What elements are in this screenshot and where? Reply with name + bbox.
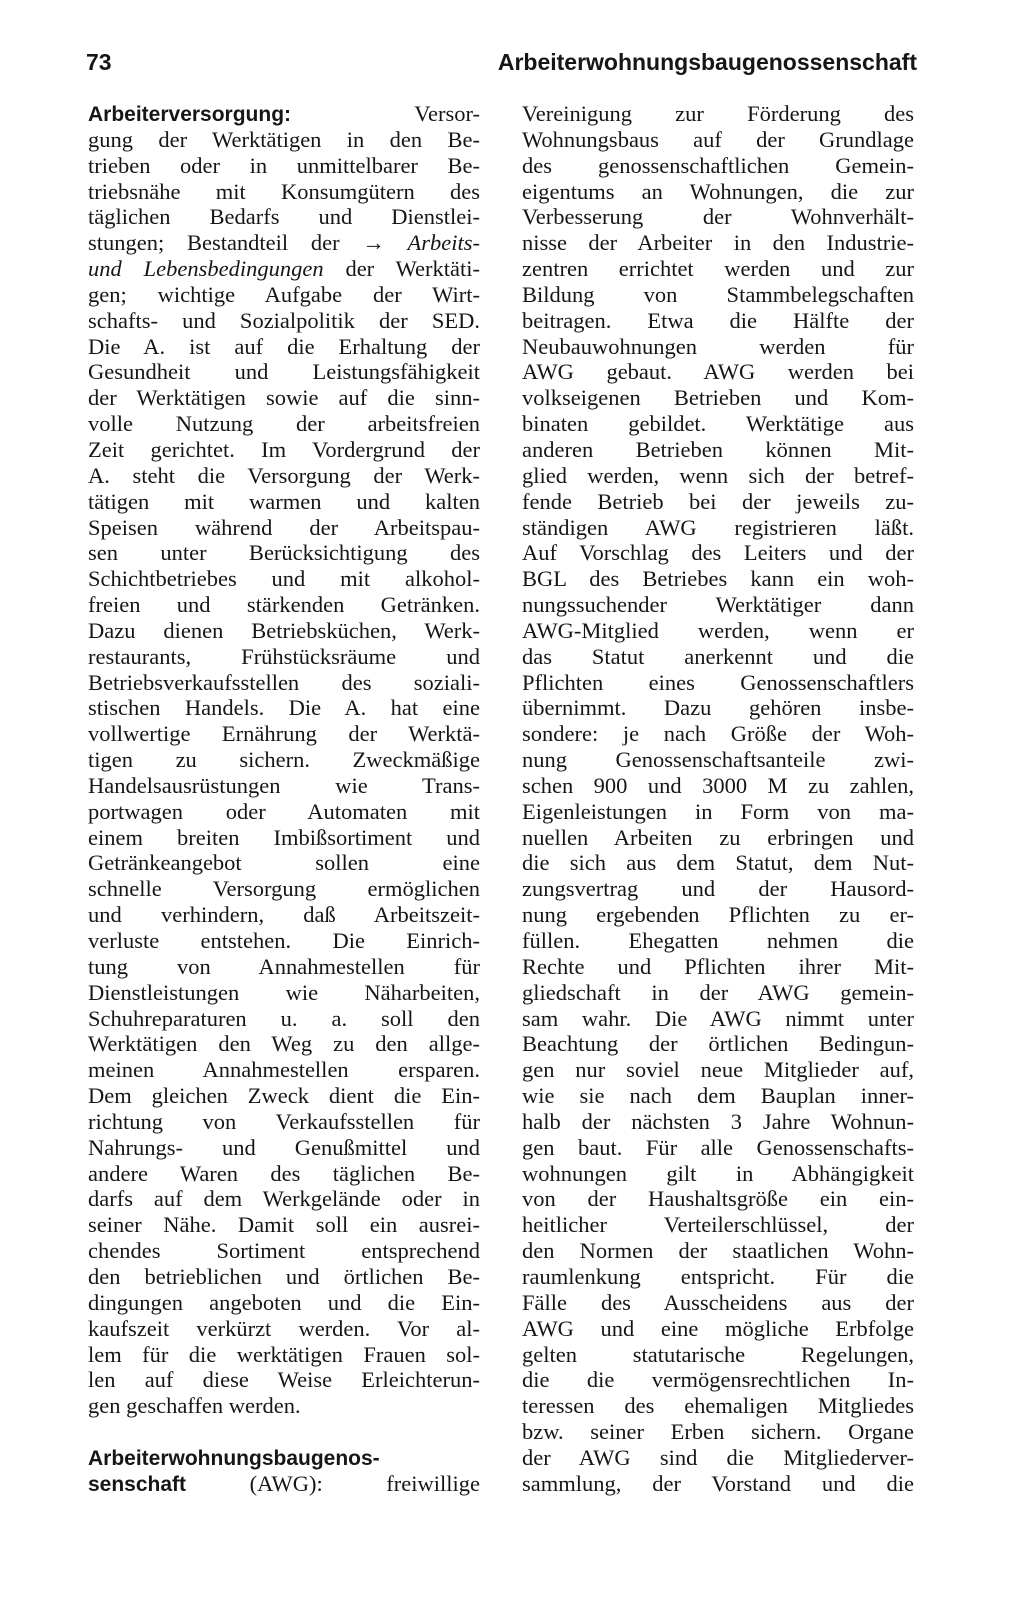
text-line: und Lebensbedingungen der Werktäti- <box>88 256 481 282</box>
text-line: Schichtbetriebes und mit alkohol- <box>88 566 480 592</box>
text-line: Werktätigen den Weg zu den allge- <box>88 1031 480 1057</box>
text-line: gen geschaffen werden. <box>88 1393 301 1419</box>
text-line: darfs auf dem Werkgelände oder in <box>88 1186 480 1212</box>
text-line: Dienstleistungen wie Näharbeiten, <box>88 979 480 1005</box>
running-head: Arbeiterwohnungsbaugenossenschaft <box>497 49 917 75</box>
text-line: AWG gebaut. AWG werden bei <box>522 359 914 385</box>
text-line: von der Haushaltsgröße ein ein- <box>522 1186 914 1212</box>
text-line: Beachtung der örtlichen Bedingun- <box>522 1031 914 1057</box>
text-line: binaten gebildet. Werktätige aus <box>522 411 914 437</box>
text-line: Nahrungs- und Genußmittel und <box>88 1134 480 1160</box>
text-line: Zeit gerichtet. Im Vordergrund der <box>88 436 480 462</box>
text-line: Auf Vorschlag des Leiters und der <box>522 540 914 566</box>
text-line: len auf diese Weise Erleichterun- <box>88 1367 480 1393</box>
text-line: tätigen mit warmen und kalten <box>88 488 480 514</box>
text-line: gen nur soviel neue Mitglieder auf, <box>522 1057 914 1083</box>
headword-awg-line-2: senschaft (AWG): freiwillige <box>88 1470 480 1496</box>
text-line: wohnungen gilt in Abhängigkeit <box>522 1160 914 1186</box>
text-line: seiner Nähe. Damit soll ein ausrei- <box>88 1212 480 1238</box>
text-line: Schuhreparaturen u. a. soll den <box>88 1005 480 1031</box>
text-line: anderen Betrieben können Mit- <box>522 436 914 462</box>
text-line: sammlung, der Vorstand und die <box>522 1470 914 1496</box>
text-line: Wohnungsbaus auf der Grundlage <box>522 126 914 152</box>
text-line: bzw. seiner Erben sichern. Organe <box>522 1419 914 1445</box>
text-line: triebsnähe mit Konsumgütern des <box>88 178 480 204</box>
text-line: gen; wichtige Aufgabe der Wirt- <box>88 281 480 307</box>
text-line: lem für die werktätigen Frauen sol- <box>88 1341 480 1367</box>
text-line: die sich aus dem Statut, dem Nut- <box>522 850 914 876</box>
text-line: Eigenleistungen in Form von ma- <box>522 798 914 824</box>
text-line: täglichen Bedarfs und Dienstlei- <box>88 204 480 230</box>
text-line: schafts- und Sozialpolitik der SED. <box>88 307 480 333</box>
text-line: kaufszeit verkürzt werden. Vor al- <box>88 1315 480 1341</box>
text-line: ständigen AWG registrieren läßt. <box>522 514 914 540</box>
text-line: chendes Sortiment entsprechend <box>88 1238 480 1264</box>
text-line: AWG und eine mögliche Erbfolge <box>522 1315 914 1341</box>
text-line: nisse der Arbeiter in den Industrie- <box>522 230 914 256</box>
text-line: verluste entstehen. Die Einrich- <box>88 928 480 953</box>
text-line: Handelsausrüstungen wie Trans- <box>88 772 480 798</box>
text-line: Speisen während der Arbeitspau- <box>88 514 480 540</box>
right-column <box>522 101 914 1497</box>
text-line: einem breiten Imbißsortiment und <box>88 824 480 850</box>
text-line: gen baut. Für alle Genossenschafts- <box>522 1134 914 1160</box>
text-line: andere Waren des täglichen Be- <box>88 1160 480 1186</box>
text-line: stischen Handels. Die A. hat eine <box>88 695 480 721</box>
text-line: der Werktätigen sowie auf die sinn- <box>88 385 480 411</box>
text-line: volkseigenen Betrieben und Kom- <box>522 385 914 411</box>
cross-reference-arrow: → <box>362 230 385 256</box>
text-line: sen unter Berücksichtigung des <box>88 540 480 566</box>
text-line: Rechte und Pflichten ihrer Mit- <box>522 953 914 979</box>
entry-spacer <box>88 1419 480 1445</box>
text-line: Bildung von Stammbelegschaften <box>522 281 914 307</box>
text-line: sam wahr. Die AWG nimmt unter <box>522 1005 914 1031</box>
text-line: Dazu dienen Betriebsküchen, Werk- <box>88 617 480 643</box>
text-line: restaurants, Frühstücksräume und <box>88 643 480 669</box>
text-line: Vereinigung zur Förderung des <box>522 101 914 126</box>
text-line: volle Nutzung der arbeitsfreien <box>88 411 480 437</box>
text-line: stungen; Bestandteil der → Arbeits- <box>88 230 481 256</box>
text-line: und verhindern, daß Arbeitszeit- <box>88 902 480 928</box>
text-line: freien und stärkenden Getränken. <box>88 592 480 618</box>
text-line: tung von Annahmestellen für <box>88 953 480 979</box>
text-line: Getränkeangebot sollen eine <box>88 850 480 876</box>
cross-reference-link[interactable]: und Lebensbedingungen <box>88 256 324 282</box>
text-line: Fälle des Ausscheidens aus der <box>522 1289 914 1315</box>
text-line: glied werden, wenn sich der betref- <box>522 462 914 488</box>
text-line: die die vermögensrechtlichen In- <box>522 1367 914 1393</box>
text-line: sondere: je nach Größe der Woh- <box>522 721 914 747</box>
text-line: gelten statutarische Regelungen, <box>522 1341 914 1367</box>
text-line: füllen. Ehegatten nehmen die <box>522 928 914 953</box>
text-line: des genossenschaftlichen Gemein- <box>522 152 914 178</box>
text-line: fende Betrieb bei der jeweils zu- <box>522 488 914 514</box>
text-line: AWG-Mitglied werden, wenn er <box>522 617 914 643</box>
text-line: A. steht die Versorgung der Werk- <box>88 462 480 488</box>
text-line: teressen des ehemaligen Mitgliedes <box>522 1393 914 1419</box>
text-line: nuellen Arbeiten zu erbringen und <box>522 824 914 850</box>
text-line: richtung von Verkaufsstellen für <box>88 1108 480 1134</box>
text-line: wie sie nach dem Bauplan inner- <box>522 1083 914 1109</box>
text-line: schen 900 und 3000 M zu zahlen, <box>522 772 914 798</box>
cross-reference-link[interactable]: Arbeits- <box>407 230 481 256</box>
text-line: nung ergebenden Pflichten zu er- <box>522 902 914 928</box>
text-line: trieben oder in unmittelbarer Be- <box>88 152 480 178</box>
text-line: BGL des Betriebes kann ein woh- <box>522 566 914 592</box>
page-number: 73 <box>86 49 112 75</box>
text-line: Die A. ist auf die Erhaltung der <box>88 333 480 359</box>
text-line: Neubauwohnungen werden für <box>522 333 914 359</box>
headword-awg-line-1 <box>88 1445 480 1471</box>
text-line: den betrieblichen und örtlichen Be- <box>88 1263 480 1289</box>
text-line: gung der Werktätigen in den Be- <box>88 126 480 152</box>
text-line: zentren errichtet werden und zur <box>522 256 914 282</box>
text-line: heitlicher Verteilerschlüssel, der <box>522 1212 914 1238</box>
text-line: meinen Annahmestellen ersparen. <box>88 1057 480 1083</box>
text-line: Betriebsverkaufsstellen des soziali- <box>88 669 480 695</box>
text-line: portwagen oder Automaten mit <box>88 798 480 824</box>
headword-arbeiterwohnungsbaugenossenschaft: Arbeiterwohnungsbaugenos- <box>88 1447 380 1471</box>
text-line: zungsvertrag und der Hausord- <box>522 876 914 902</box>
text-line: den Normen der staatlichen Wohn- <box>522 1238 914 1264</box>
text-line: Pflichten eines Genossenschaftlers <box>522 669 914 695</box>
text-line: halb der nächsten 3 Jahre Wohnun- <box>522 1108 914 1134</box>
text-line: Dem gleichen Zweck dient die Ein- <box>88 1083 480 1109</box>
text-line: dingungen angeboten und die Ein- <box>88 1289 480 1315</box>
entry-first-line: Arbeiterversorgung: Versor- <box>88 101 480 126</box>
text-line: das Statut anerkennt und die <box>522 643 914 669</box>
text-line: nung Genossenschaftsanteile zwi- <box>522 747 914 773</box>
text-line: vollwertige Ernährung der Werktä- <box>88 721 480 747</box>
text-line: Gesundheit und Leistungsfähigkeit <box>88 359 480 385</box>
text-line: schnelle Versorgung ermöglichen <box>88 876 480 902</box>
text-line: gliedschaft in der AWG gemein- <box>522 979 914 1005</box>
text-line: eigentums an Wohnungen, die zur <box>522 178 914 204</box>
text-line: Verbesserung der Wohnverhält- <box>522 204 914 230</box>
text-line: übernimmt. Dazu gehören insbe- <box>522 695 914 721</box>
text-line: der AWG sind die Mitgliederver- <box>522 1444 914 1470</box>
text-line: raumlenkung entspricht. Für die <box>522 1263 914 1289</box>
text-line: tigen zu sichern. Zweckmäßige <box>88 747 480 773</box>
left-column <box>88 101 480 1497</box>
headword-arbeiterversorgung: Arbeiterversorgung: <box>88 103 292 126</box>
text-line: beitragen. Etwa die Hälfte der <box>522 307 914 333</box>
text-line: nungssuchender Werktätiger dann <box>522 592 914 618</box>
